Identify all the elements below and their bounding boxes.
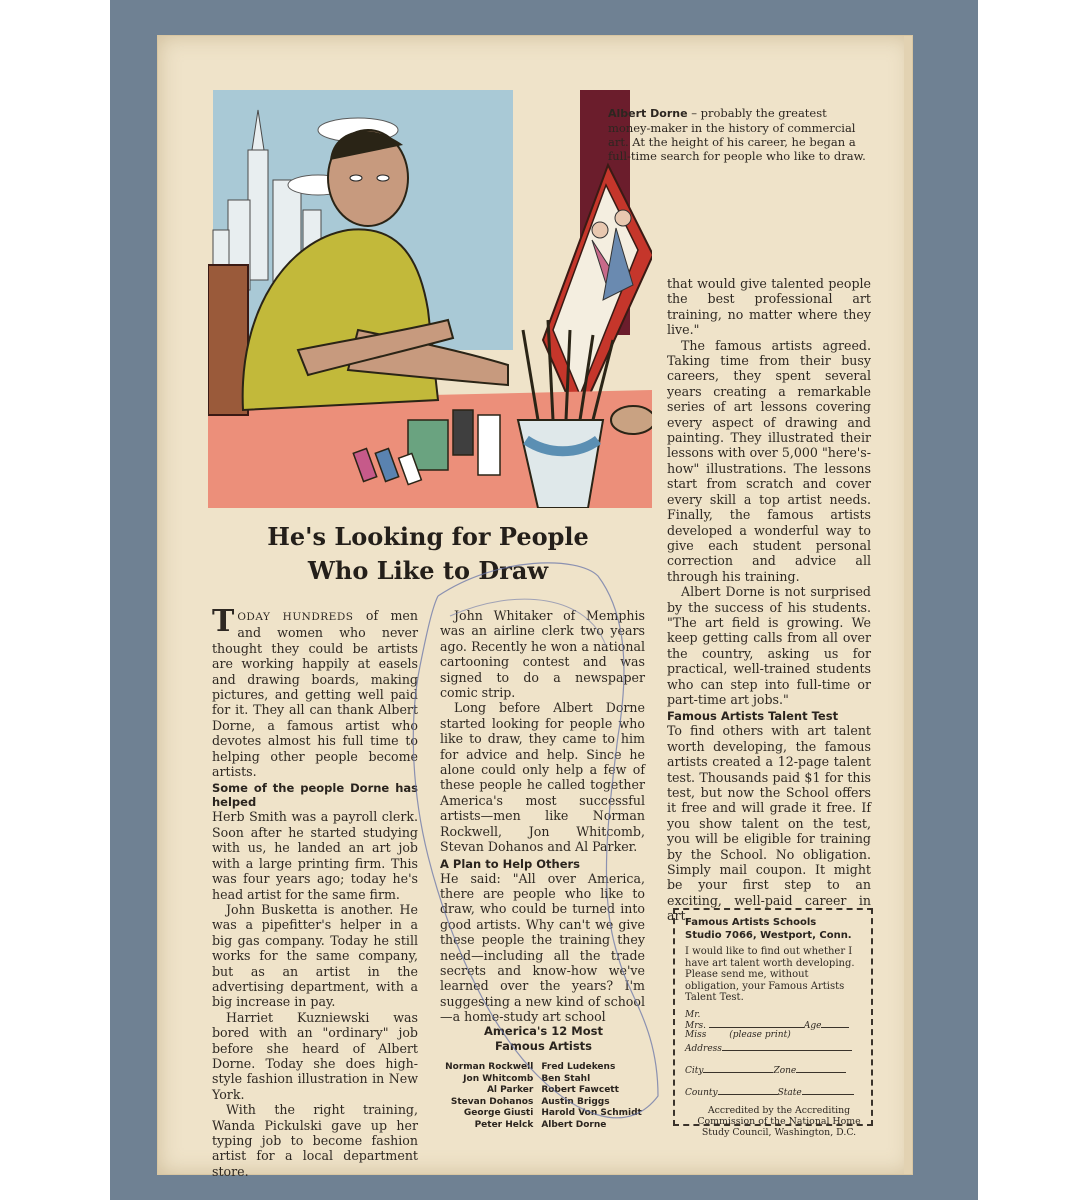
- paragraph-wanda-pickulski: With the right training, Wanda Pickulski gave up her typing job to become fashion artist for a local department store.: [212, 1102, 418, 1179]
- paragraph-herb-smith: Herb Smith was a payroll clerk. Soon after he started studying with us, he landed an art job with a large printing firm. This was four years ago; today he's head artist for the same firm.: [212, 809, 418, 902]
- article-column-1: [212, 604, 418, 1179]
- label-age: Age: [803, 1020, 822, 1031]
- county-line[interactable]: [718, 1087, 778, 1095]
- artist-name: Fred Ludekens: [541, 1062, 616, 1072]
- label-address: Address: [685, 1043, 722, 1054]
- mail-in-coupon[interactable]: [673, 908, 873, 1138]
- page-edge: [904, 36, 912, 1174]
- article-column-3: [667, 276, 871, 924]
- section-heading-people-helped: Some of the people Dorne has helped: [212, 781, 418, 810]
- accreditation-note: Accredited by the Accrediting Commission of the National Home Study Council, Washington, D.C.: [697, 1104, 861, 1138]
- paragraph-he-said: He said: "All over America, there are people who like to draw, who could be turned into good artists. Why can't we give these people the training they need—including all the trade secrets and know-how we've learned over the years? I'm suggesting a new kind of school—a home-study art school: [440, 870, 645, 1025]
- coupon-request-text: I would like to find out whether I have art talent worth developing. Please send me, without obligation, your Famous Artists Talent Test.: [685, 946, 855, 1004]
- artists-title-line-1: America's 12 Most: [484, 1024, 603, 1038]
- famous-artists-box: [436, 1024, 651, 1132]
- artist-name: Austin Briggs: [541, 1096, 610, 1107]
- caption-text: – probably the greatest money-maker in the history of commercial art. At the height of his career, he began a full-time search for people who like to draw.: [608, 106, 866, 163]
- artist-name: Norman Rockwell: [445, 1062, 534, 1072]
- illustration-caption: [608, 106, 868, 163]
- artists-left-column: [445, 1062, 538, 1132]
- artist-name: Al Parker: [486, 1085, 534, 1096]
- label-mrs: Mrs.: [685, 1020, 706, 1031]
- headline-line-1: He's Looking for People: [267, 522, 589, 551]
- headline: [218, 520, 638, 588]
- paragraph-harriet-kuzniewski: Harriet Kuzniewski was bored with an "ordinary" job before she heard of Albert Dorne. Today she does high-style fashion illustration in New York.: [212, 1009, 418, 1102]
- label-county: County: [685, 1087, 718, 1098]
- artist-name: Stevan Dohanos: [450, 1096, 534, 1107]
- intro-rest: of men and women who never thought they could be artists are working happily at easels and drawing boards, making pictures, and getting well paid for it. They all can thank Albert Dorne, a famous artist who devotes almost his full time to helping other people become artists.: [212, 608, 418, 780]
- artist-name: Jon Whitcomb: [463, 1073, 534, 1084]
- city-line[interactable]: [703, 1065, 773, 1073]
- age-line[interactable]: [821, 1020, 849, 1028]
- coupon-studio-address: Studio 7066, Westport, Conn.: [685, 929, 852, 941]
- intro-paragraph: [212, 604, 418, 780]
- headline-line-2: Who Like to Draw: [307, 556, 549, 585]
- lead-smallcaps: ODAY HUNDREDS: [237, 611, 354, 623]
- comic-back-cover-page: [157, 35, 913, 1179]
- artist-at-easel-illustration: [208, 90, 652, 508]
- paragraph-talent-test: To find others with art talent worth developing, the famous artists created a 12-page talent test. Thousands paid $1 for this test, but now the School offers it free and will grade it free. If you show talent on the test, you will be eligible for training by the School. No obligation. Simply mail coupon. It might be your first step to an exciting, well-paid career in art.: [667, 723, 871, 924]
- label-please-print: (please print): [729, 1029, 791, 1040]
- address-line[interactable]: [722, 1043, 852, 1051]
- paragraph-not-surprised: Albert Dorne is not surprised by the success of his students. "The art field is growing. We keep getting calls from all over the country, asking us for practical, well-trained students who can step into full-time or part-time art jobs.": [667, 584, 871, 707]
- label-city: City: [685, 1065, 704, 1076]
- artist-name: Peter Helck: [474, 1119, 534, 1130]
- artists-list: [436, 1062, 651, 1132]
- coupon-row-mrs[interactable]: [685, 1020, 863, 1030]
- coupon-school-name: Famous Artists Schools: [685, 917, 817, 928]
- state-line[interactable]: [802, 1087, 854, 1095]
- coupon-name-fields[interactable]: [685, 1010, 863, 1097]
- section-heading-plan: A Plan to Help Others: [440, 856, 581, 871]
- zone-line[interactable]: [796, 1065, 846, 1073]
- coupon-row-miss: [685, 1030, 863, 1040]
- label-miss: Miss: [685, 1029, 707, 1040]
- paragraph-john-whitaker: John Whitaker of Memphis was an airline clerk two years ago. Recently he won a national cartooning contest and was signed to do a newspaper comic strip.: [440, 608, 645, 701]
- label-zone: Zone: [773, 1065, 797, 1076]
- artist-name: Albert Dorne: [541, 1119, 607, 1130]
- artist-name: George Giusti: [463, 1108, 534, 1119]
- coupon-row-mr: [685, 1010, 863, 1020]
- name-line[interactable]: [709, 1020, 804, 1028]
- section-heading-talent-test: Famous Artists Talent Test: [667, 709, 839, 724]
- paragraph-continued: that would give talented people the best professional art training, no matter where they live.": [667, 276, 871, 338]
- artists-title-line-2: Famous Artists: [494, 1039, 593, 1053]
- label-mr: Mr.: [685, 1009, 701, 1020]
- coupon-row-address[interactable]: [685, 1043, 863, 1053]
- artist-name: Robert Fawcett: [541, 1085, 619, 1096]
- paragraph-john-busketta: John Busketta is another. He was a pipefitter's helper in a big gas company. Today he still works for the same company, but as an artist in the advertising department, with a big increase in pay.: [212, 901, 418, 1010]
- article-column-2: [440, 608, 645, 1025]
- label-state: State: [777, 1087, 802, 1098]
- paragraph-famous-artists-agreed: The famous artists agreed. Taking time from their busy careers, they spent several years creating a remarkable series of art lessons covering every aspect of drawing and painting. They illustrated their lessons with over 5,000 "here's-how" illustrations. The lessons start from scratch and cover every skill a top artist needs. Finally, the famous artists developed a wonderful way to give each student personal correction and advice all through his training.: [667, 337, 871, 584]
- artist-name: Harold Von Schmidt: [541, 1108, 642, 1119]
- drop-cap: T: [212, 604, 235, 639]
- coupon-row-county[interactable]: [685, 1087, 863, 1097]
- paragraph-long-before: Long before Albert Dorne started looking for people who like to draw, they came to him for advice and help. Since he alone could only help a few of these people he called together America's most successful artists—men like Norman Rockwell, Jon Whitcomb, Stevan Dohanos and Al Parker.: [440, 700, 645, 855]
- caption-name: Albert Dorne: [608, 107, 688, 120]
- artists-right-column: [538, 1062, 642, 1132]
- artist-name: Ben Stahl: [541, 1073, 591, 1084]
- coupon-row-city[interactable]: [685, 1065, 863, 1075]
